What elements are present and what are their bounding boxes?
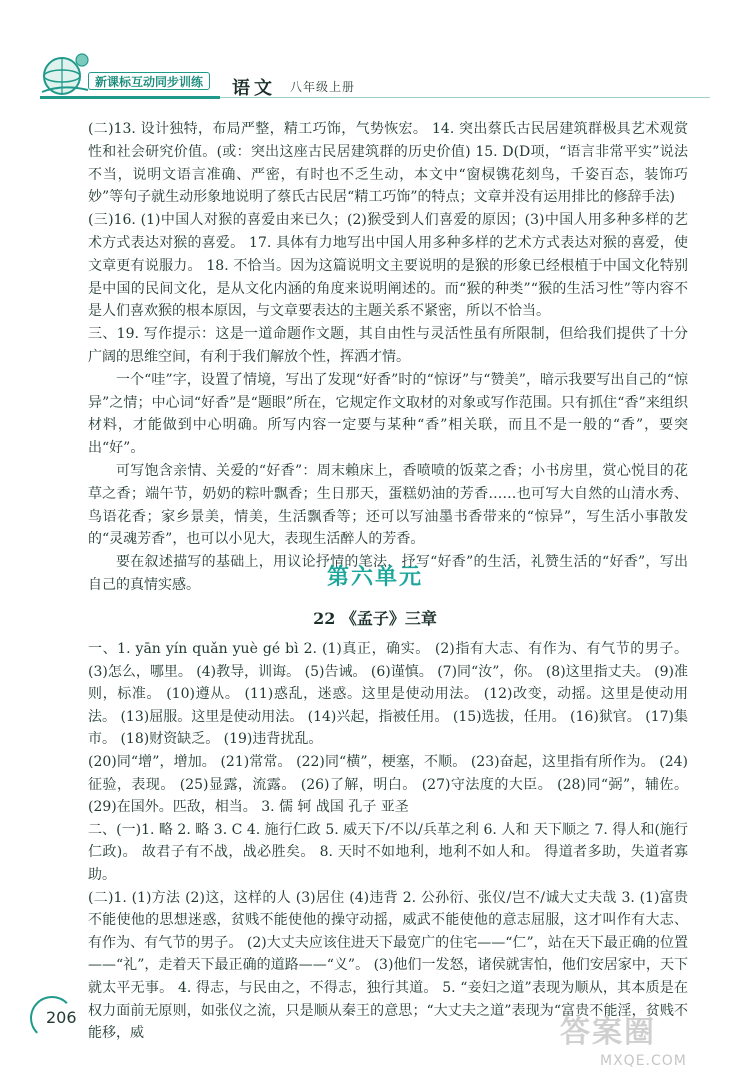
series-title: 新课标互动同步训练 (88, 72, 210, 90)
header-rule-thick (40, 96, 220, 99)
answers-section-1 (88, 118, 688, 597)
page-number: 206 (46, 1008, 77, 1027)
page-header (0, 0, 750, 110)
watermark-bottom: MXQE.COM (600, 1053, 687, 1069)
answer-paragraph: 可写饱含亲情、关爱的“好香”：周末賴床上，香喷喷的饭菜之香；小书房里，赏心悦目的花草之香；端午节，奶奶的粽叶飘香；生日那天，蛋糕奶油的芳香……也可写大自然的山清水秀、鸟语花香；家乡景美，情美，生活飘香等；还可以写油墨书香带来的“惊异”，写生活小事散发的“灵魂芳香”，也可以小见大，表现生活醉人的芳香。 (88, 462, 688, 548)
answer-paragraph: 要在叙述描写的基础上，用议论抒情的笔法，抒写“好香”的生活，礼赞生活的“好香”，写出自己的真情实感。 (88, 554, 688, 593)
globe-logo-icon (38, 46, 92, 100)
answer-paragraph: (二)13. 设计独特，布局严整，精工巧饰，气势恢宏。 14. 突出蔡氏古民居建筑群极具艺术观赏性和社会研究价值。(或：突出这座古民居建筑群的历史价值) 15. D(D项，“语言非常平实”说法不当，说明文语言准确、严密，有时也不乏生动，本文中“窗棂镌花刻鸟，千姿百态，装饰巧妙”等句子就生动形象地说明了蔡氏古民居“精工巧饰”的特点；文章并没有运用排比的修辞手法) (88, 121, 688, 206)
answer-paragraph: 一、1. yān yín quǎn yuè gé bì 2. (1)真正，确实。 (2)指有大志、有作为、有气节的男子。 (3)怎么，哪里。 (4)教导，训诲。 (5)告诫。 (6)谨慎。 (7)同“汝”，你。 (8)这里指丈夫。 (9)准则，标准。 (10)遵从。 (11)惑乱，迷惑。这里是使动用法。 (12)改变，动摇。这里是使动用法。 (13)屈服。这里是使动用法。 (14)兴起，指被任用。 (15)选拔，任用。 (16)狱官。 (17)集市。 (18)财资缺乏。 (19)违背扰乱。 (88, 641, 688, 748)
header-rule-thin (220, 97, 710, 98)
lesson-title: 22 《孟子》三章 (313, 609, 437, 628)
answer-paragraph: (20)同“增”，增加。 (21)常常。 (22)同“横”，梗塞，不顺。 (23)奋起，这里指有所作为。 (24)征验，表现。 (25)显露，流露。 (26)了解，明白。 (27)守法度的大臣。 (28)同“弼”，辅佐。 (29)在国外。匹敌，相当。 3. 儒 轲 战国 孔子 亚圣 (88, 753, 688, 816)
watermark-top: 答案圈 (560, 1015, 656, 1050)
answer-paragraph: 二、(一)1. 略 2. 略 3. C 4. 施行仁政 5. 威天下/不以/兵革之利 6. 人和 天下顺之 7. 得人和(施行仁政)。 故君子有不战，战必胜矣。 8. 天时不如地利，地利不如人和。 得道者多助，失道者寡助。 (88, 821, 688, 883)
answer-paragraph: 三、19. 写作提示：这是一道命题作文题，其自由性与灵活性虽有所限制，但给我们提供了十分广阔的思维空间，有利于我们解放个性，挥洒才情。 (88, 326, 688, 365)
watermark-logo (560, 1007, 730, 1077)
grade-label: 八年级上册 (290, 80, 356, 94)
answers-section-2 (88, 638, 688, 1045)
unit-title: 第六单元 (326, 564, 423, 590)
answer-paragraph: (三)16. (1)中国人对猴的喜爱由来已久；(2)猴受到人们喜爱的原因；(3)中国人用多种多样的艺术方式表达对猴的喜爱。 17. 具体有力地写出中国人用多种多样的艺术方式表达对猴的喜爱，使文章更有说服力。 18. 不恰当。因为这篇说明文主要说明的是猴的形象已经根植于中国文化特别是中国的民间文化，是从文化内涵的角度来说明阐述的。而“猴的种类”“猴的生活习性”等内容不是人们喜欢猴的根本原因，与文章要表达的主题关系不紧密，所以不恰当。 (88, 212, 688, 320)
answer-paragraph: (二)1. (1)方法 (2)这，这样的人 (3)居住 (4)违背 2. 公孙衍、张仪/岂不/诚大丈夫哉 3. (1)富贵不能使他的思想迷惑，贫贱不能使他的操守动摇，威武不能使他的意志屈服，这才叫作有大志、有作为、有气节的男子。 (2)大丈夫应该住进天下最宽广的住宅——“仁”，站在天下最正确的位置——“礼”，走着天下最正确的道路——“义”。 (3)他们一发怒，诸侯就害怕，他们安居家中，天下就太平无事。 4. 得志，与民由之，不得志，独行其道。 5. “妾妇之道”表现为顺从，其本质是在权力面前无原则，如张仪之流，只是顺从秦王的意思；“大丈夫之道”表现为“富贵不能淫，贫贱不能移，威 (88, 889, 688, 1042)
subject-label: 语文 (232, 78, 276, 99)
answer-paragraph: 一个“哇”字，设置了情境，写出了发现“好香”时的“惊讶”与“赞美”，暗示我要写出自己的“惊异”之情；中心词“好香”是“题眼”所在，它规定作文取材的对象或写作范围。只有抓住“香”来组织材料，才能做到中心明确。所写内容一定要与某种“香”相关联，而且不是一般的“香”，要突出“好”。 (88, 371, 688, 457)
